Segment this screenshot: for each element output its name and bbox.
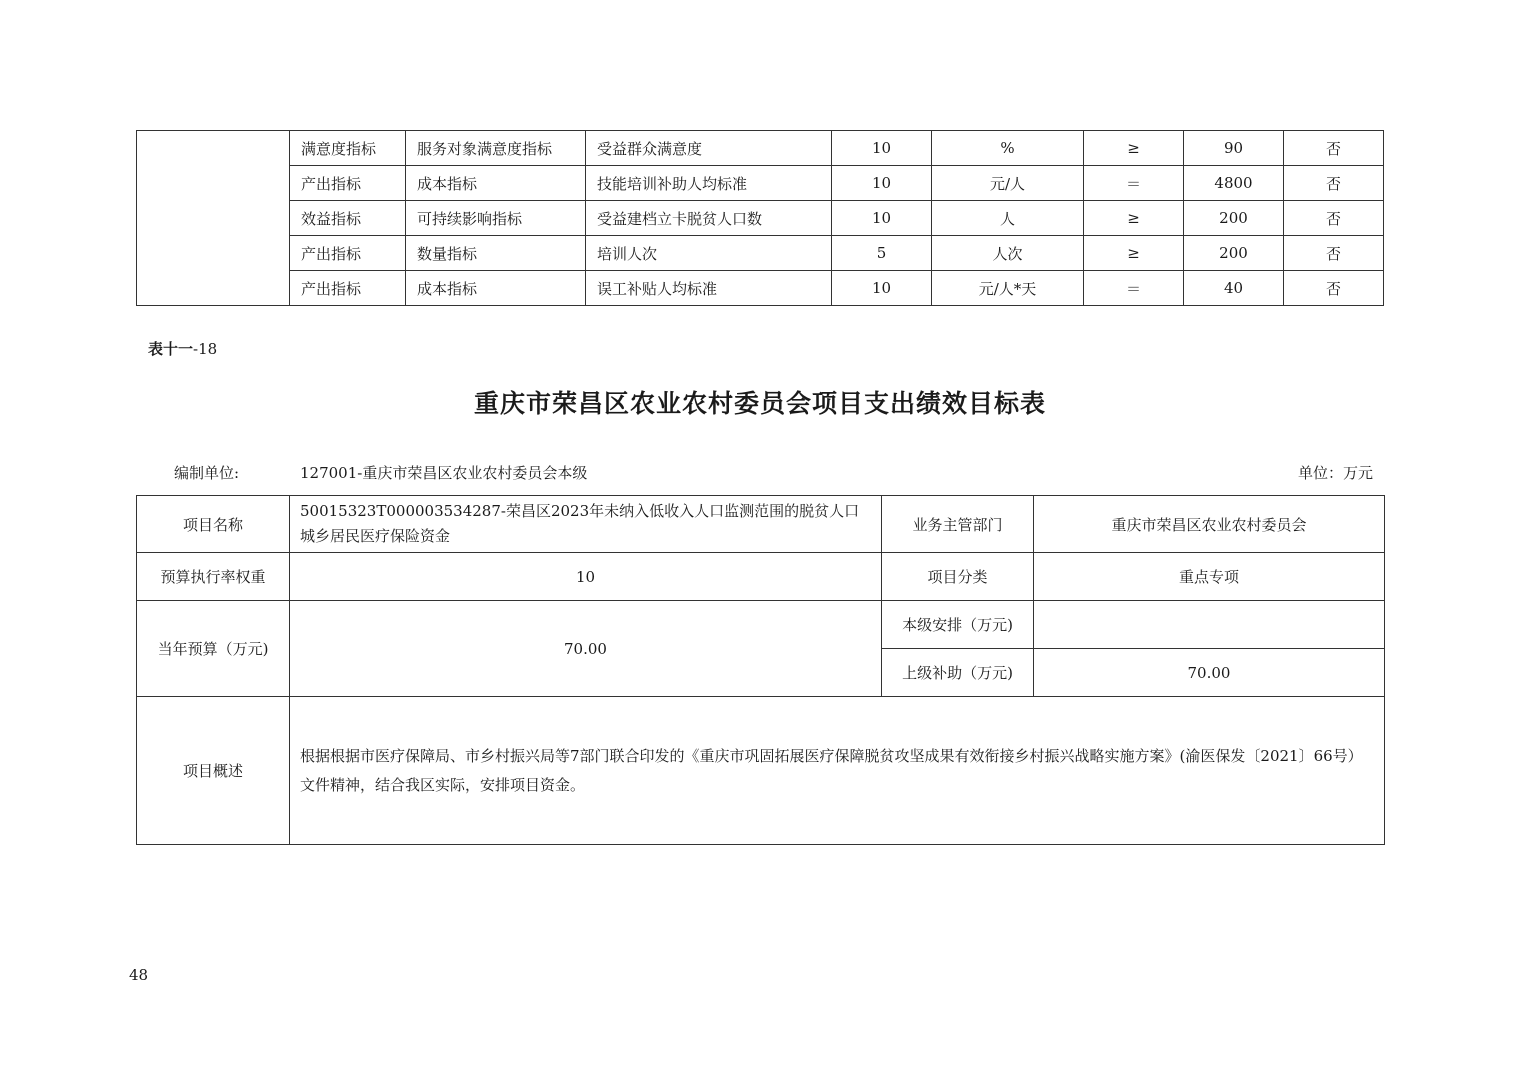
table-cell: 200 xyxy=(1184,236,1284,271)
overview-value: 根据根据市医疗保障局、市乡村振兴局等7部门联合印发的《重庆市巩固拓展医疗保障脱贫攻坚成果有效衔接乡村振兴战略实施方案》(渝医保发〔2021〕66号）文件精神，结合我区实际，安排项目资金。 xyxy=(290,697,1385,845)
project-name-label: 项目名称 xyxy=(137,496,290,553)
category-value: 重点专项 xyxy=(1034,553,1385,601)
table-cell: 元/人*天 xyxy=(932,271,1084,306)
dept-label: 业务主管部门 xyxy=(882,496,1034,553)
table-cell: 否 xyxy=(1284,131,1384,166)
table-cell: ≥ xyxy=(1084,236,1184,271)
project-name-value: 50015323T000003534287-荣昌区2023年未纳入低收入人口监测范围的脱贫人口城乡居民医疗保险资金 xyxy=(290,496,882,553)
table-cell: 10 xyxy=(832,201,932,236)
table-cell: 成本指标 xyxy=(406,166,586,201)
table-cell: 受益群众满意度 xyxy=(586,131,832,166)
table-cell: 人 xyxy=(932,201,1084,236)
merged-empty-cell xyxy=(137,131,290,306)
table-cell: 产出指标 xyxy=(290,166,406,201)
table-cell: 培训人次 xyxy=(586,236,832,271)
indicator-table xyxy=(136,130,1384,306)
category-label: 项目分类 xyxy=(882,553,1034,601)
table-cell: 4800 xyxy=(1184,166,1284,201)
table-cell: 满意度指标 xyxy=(290,131,406,166)
table-cell: 90 xyxy=(1184,131,1284,166)
table-cell: 200 xyxy=(1184,201,1284,236)
upper-value: 70.00 xyxy=(1034,649,1385,697)
table-cell: 误工补贴人均标准 xyxy=(586,271,832,306)
table-cell: 服务对象满意度指标 xyxy=(406,131,586,166)
table-cell: 技能培训补助人均标准 xyxy=(586,166,832,201)
table-cell: ＝ xyxy=(1084,166,1184,201)
table-row xyxy=(137,131,1384,166)
budget-label: 当年预算（万元) xyxy=(137,601,290,697)
table-cell: ≥ xyxy=(1084,201,1184,236)
table-cell: % xyxy=(932,131,1084,166)
table-row xyxy=(137,553,1385,601)
table-cell: 10 xyxy=(832,131,932,166)
weight-value: 10 xyxy=(290,553,882,601)
table-cell: 否 xyxy=(1284,201,1384,236)
org-label: 编制单位: xyxy=(174,464,240,482)
table-cell: 人次 xyxy=(932,236,1084,271)
upper-label: 上级补助（万元) xyxy=(882,649,1034,697)
table-cell: 元/人 xyxy=(932,166,1084,201)
table-row xyxy=(137,697,1385,845)
table-cell: 受益建档立卡脱贫人口数 xyxy=(586,201,832,236)
table-cell: 可持续影响指标 xyxy=(406,201,586,236)
table-row xyxy=(137,236,1384,271)
table-row xyxy=(137,271,1384,306)
table-cell: ＝ xyxy=(1084,271,1184,306)
table-cell: 成本指标 xyxy=(406,271,586,306)
table-cell: 否 xyxy=(1284,166,1384,201)
page-number: 48 xyxy=(129,966,149,984)
budget-value: 70.00 xyxy=(290,601,882,697)
table-cell: 10 xyxy=(832,271,932,306)
table-cell: 否 xyxy=(1284,271,1384,306)
caption-suffix: -18 xyxy=(193,340,218,358)
table-cell: 数量指标 xyxy=(406,236,586,271)
unit-label: 单位：万元 xyxy=(1297,464,1373,482)
table-cell: 效益指标 xyxy=(290,201,406,236)
dept-value: 重庆市荣昌区农业农村委员会 xyxy=(1034,496,1385,553)
table-cell: 5 xyxy=(832,236,932,271)
table-cell: 否 xyxy=(1284,236,1384,271)
table-caption xyxy=(148,338,217,359)
weight-label: 预算执行率权重 xyxy=(137,553,290,601)
local-value xyxy=(1034,601,1385,649)
table-row xyxy=(137,496,1385,553)
org-value: 127001-重庆市荣昌区农业农村委员会本级 xyxy=(300,464,588,482)
local-label: 本级安排（万元) xyxy=(882,601,1034,649)
caption-prefix: 表十一 xyxy=(148,340,194,358)
table-row xyxy=(137,201,1384,236)
table-row xyxy=(137,601,1385,649)
table-cell: 40 xyxy=(1184,271,1284,306)
table-row xyxy=(137,166,1384,201)
table-cell: 10 xyxy=(832,166,932,201)
project-table xyxy=(136,495,1385,845)
page-title: 重庆市荣昌区农业农村委员会项目支出绩效目标表 xyxy=(473,389,1046,418)
table-cell: 产出指标 xyxy=(290,236,406,271)
overview-label: 项目概述 xyxy=(137,697,290,845)
table-cell: 产出指标 xyxy=(290,271,406,306)
table-cell: ≥ xyxy=(1084,131,1184,166)
